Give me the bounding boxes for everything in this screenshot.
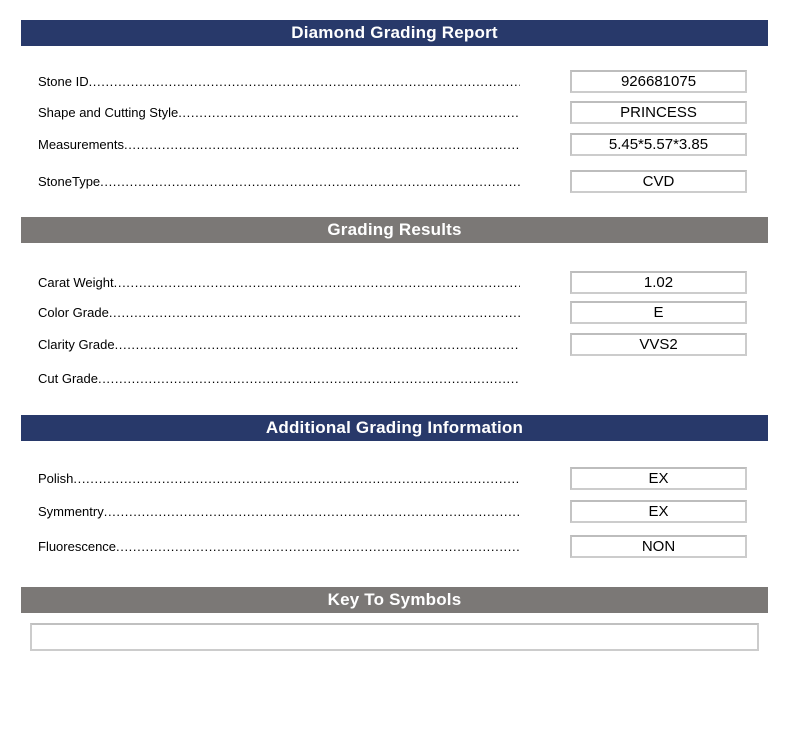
dot-leader [115, 337, 520, 352]
section-title: Diamond Grading Report [291, 23, 498, 42]
stone-id-label: Stone ID [38, 74, 89, 89]
section-additional-grading-info [0, 415, 789, 558]
dot-leader [116, 539, 520, 554]
stone-type-label-leader [38, 174, 520, 189]
symmetry-label-leader [38, 504, 520, 519]
clarity-grade-value: VVS2 [639, 336, 678, 353]
shape-label: Shape and Cutting Style [38, 105, 179, 120]
row-shape-cutting-style [38, 101, 747, 124]
section-header-bar [21, 587, 768, 613]
stone-id-value: 926681075 [620, 73, 697, 90]
measurements-label-leader [38, 137, 520, 152]
color-grade-value-box[interactable] [570, 301, 747, 324]
measurements-value: 5.45*5.57*3.85 [608, 136, 709, 153]
shape-value-box[interactable] [570, 101, 747, 124]
dot-leader [100, 174, 520, 189]
polish-label: Polish [38, 471, 74, 486]
fluorescence-label-leader [38, 539, 520, 554]
carat-weight-label: Carat Weight [38, 275, 114, 290]
polish-label-leader [38, 471, 520, 486]
row-color-grade [38, 301, 747, 324]
row-symmetry [38, 500, 747, 523]
section-header-bar [21, 217, 768, 243]
row-stone-type [38, 170, 747, 193]
color-grade-label-leader [38, 305, 520, 320]
section-title: Grading Results [327, 220, 462, 239]
section-grading-results [0, 217, 789, 390]
section-rows [38, 46, 747, 193]
row-carat-weight [38, 271, 747, 294]
symmetry-value-box[interactable] [570, 500, 747, 523]
color-grade-value: E [653, 304, 664, 321]
fluorescence-value-box[interactable] [570, 535, 747, 558]
section-key-to-symbols [0, 587, 789, 651]
symmetry-label: Symmentry [38, 504, 104, 519]
fluorescence-value: NON [641, 538, 676, 555]
symmetry-value: EX [648, 503, 669, 520]
row-stone-id [38, 70, 747, 93]
carat-weight-value: 1.02 [643, 274, 674, 291]
carat-weight-label-leader [38, 275, 520, 290]
key-to-symbols-box[interactable] [30, 623, 759, 651]
section-identification [0, 20, 789, 193]
stone-id-value-box[interactable] [570, 70, 747, 93]
section-rows [38, 243, 747, 390]
section-rows [38, 441, 747, 558]
stone-id-label-leader [38, 74, 520, 89]
row-cut-grade [38, 367, 747, 390]
polish-value-box[interactable] [570, 467, 747, 490]
fluorescence-label: Fluorescence [38, 539, 117, 554]
clarity-grade-label-leader [38, 337, 520, 352]
section-header-bar [21, 20, 768, 46]
clarity-grade-value-box[interactable] [570, 333, 747, 356]
dot-leader [89, 74, 520, 89]
section-title: Key To Symbols [327, 590, 462, 609]
measurements-label: Measurements [38, 137, 124, 152]
measurements-value-box[interactable] [570, 133, 747, 156]
row-measurements [38, 133, 747, 156]
polish-value: EX [648, 470, 669, 487]
clarity-grade-label: Clarity Grade [38, 337, 115, 352]
cut-grade-label-leader [38, 371, 520, 386]
dot-leader [109, 305, 520, 320]
section-header-bar [21, 415, 768, 441]
dot-leader [104, 504, 520, 519]
shape-label-leader [38, 105, 520, 120]
dot-leader [98, 371, 520, 386]
cut-grade-label: Cut Grade [38, 371, 98, 386]
stone-type-label: StoneType [38, 174, 101, 189]
dot-leader [73, 471, 520, 486]
row-clarity-grade [38, 333, 747, 356]
dot-leader [178, 105, 520, 120]
dot-leader [114, 275, 520, 290]
shape-value: PRINCESS [620, 104, 697, 121]
color-grade-label: Color Grade [38, 305, 109, 320]
row-fluorescence [38, 535, 747, 558]
row-polish [38, 467, 747, 490]
dot-leader [124, 137, 520, 152]
section-title: Additional Grading Information [265, 418, 524, 437]
stone-type-value-box[interactable] [570, 170, 747, 193]
carat-weight-value-box[interactable] [570, 271, 747, 294]
stone-type-value: CVD [642, 173, 675, 190]
